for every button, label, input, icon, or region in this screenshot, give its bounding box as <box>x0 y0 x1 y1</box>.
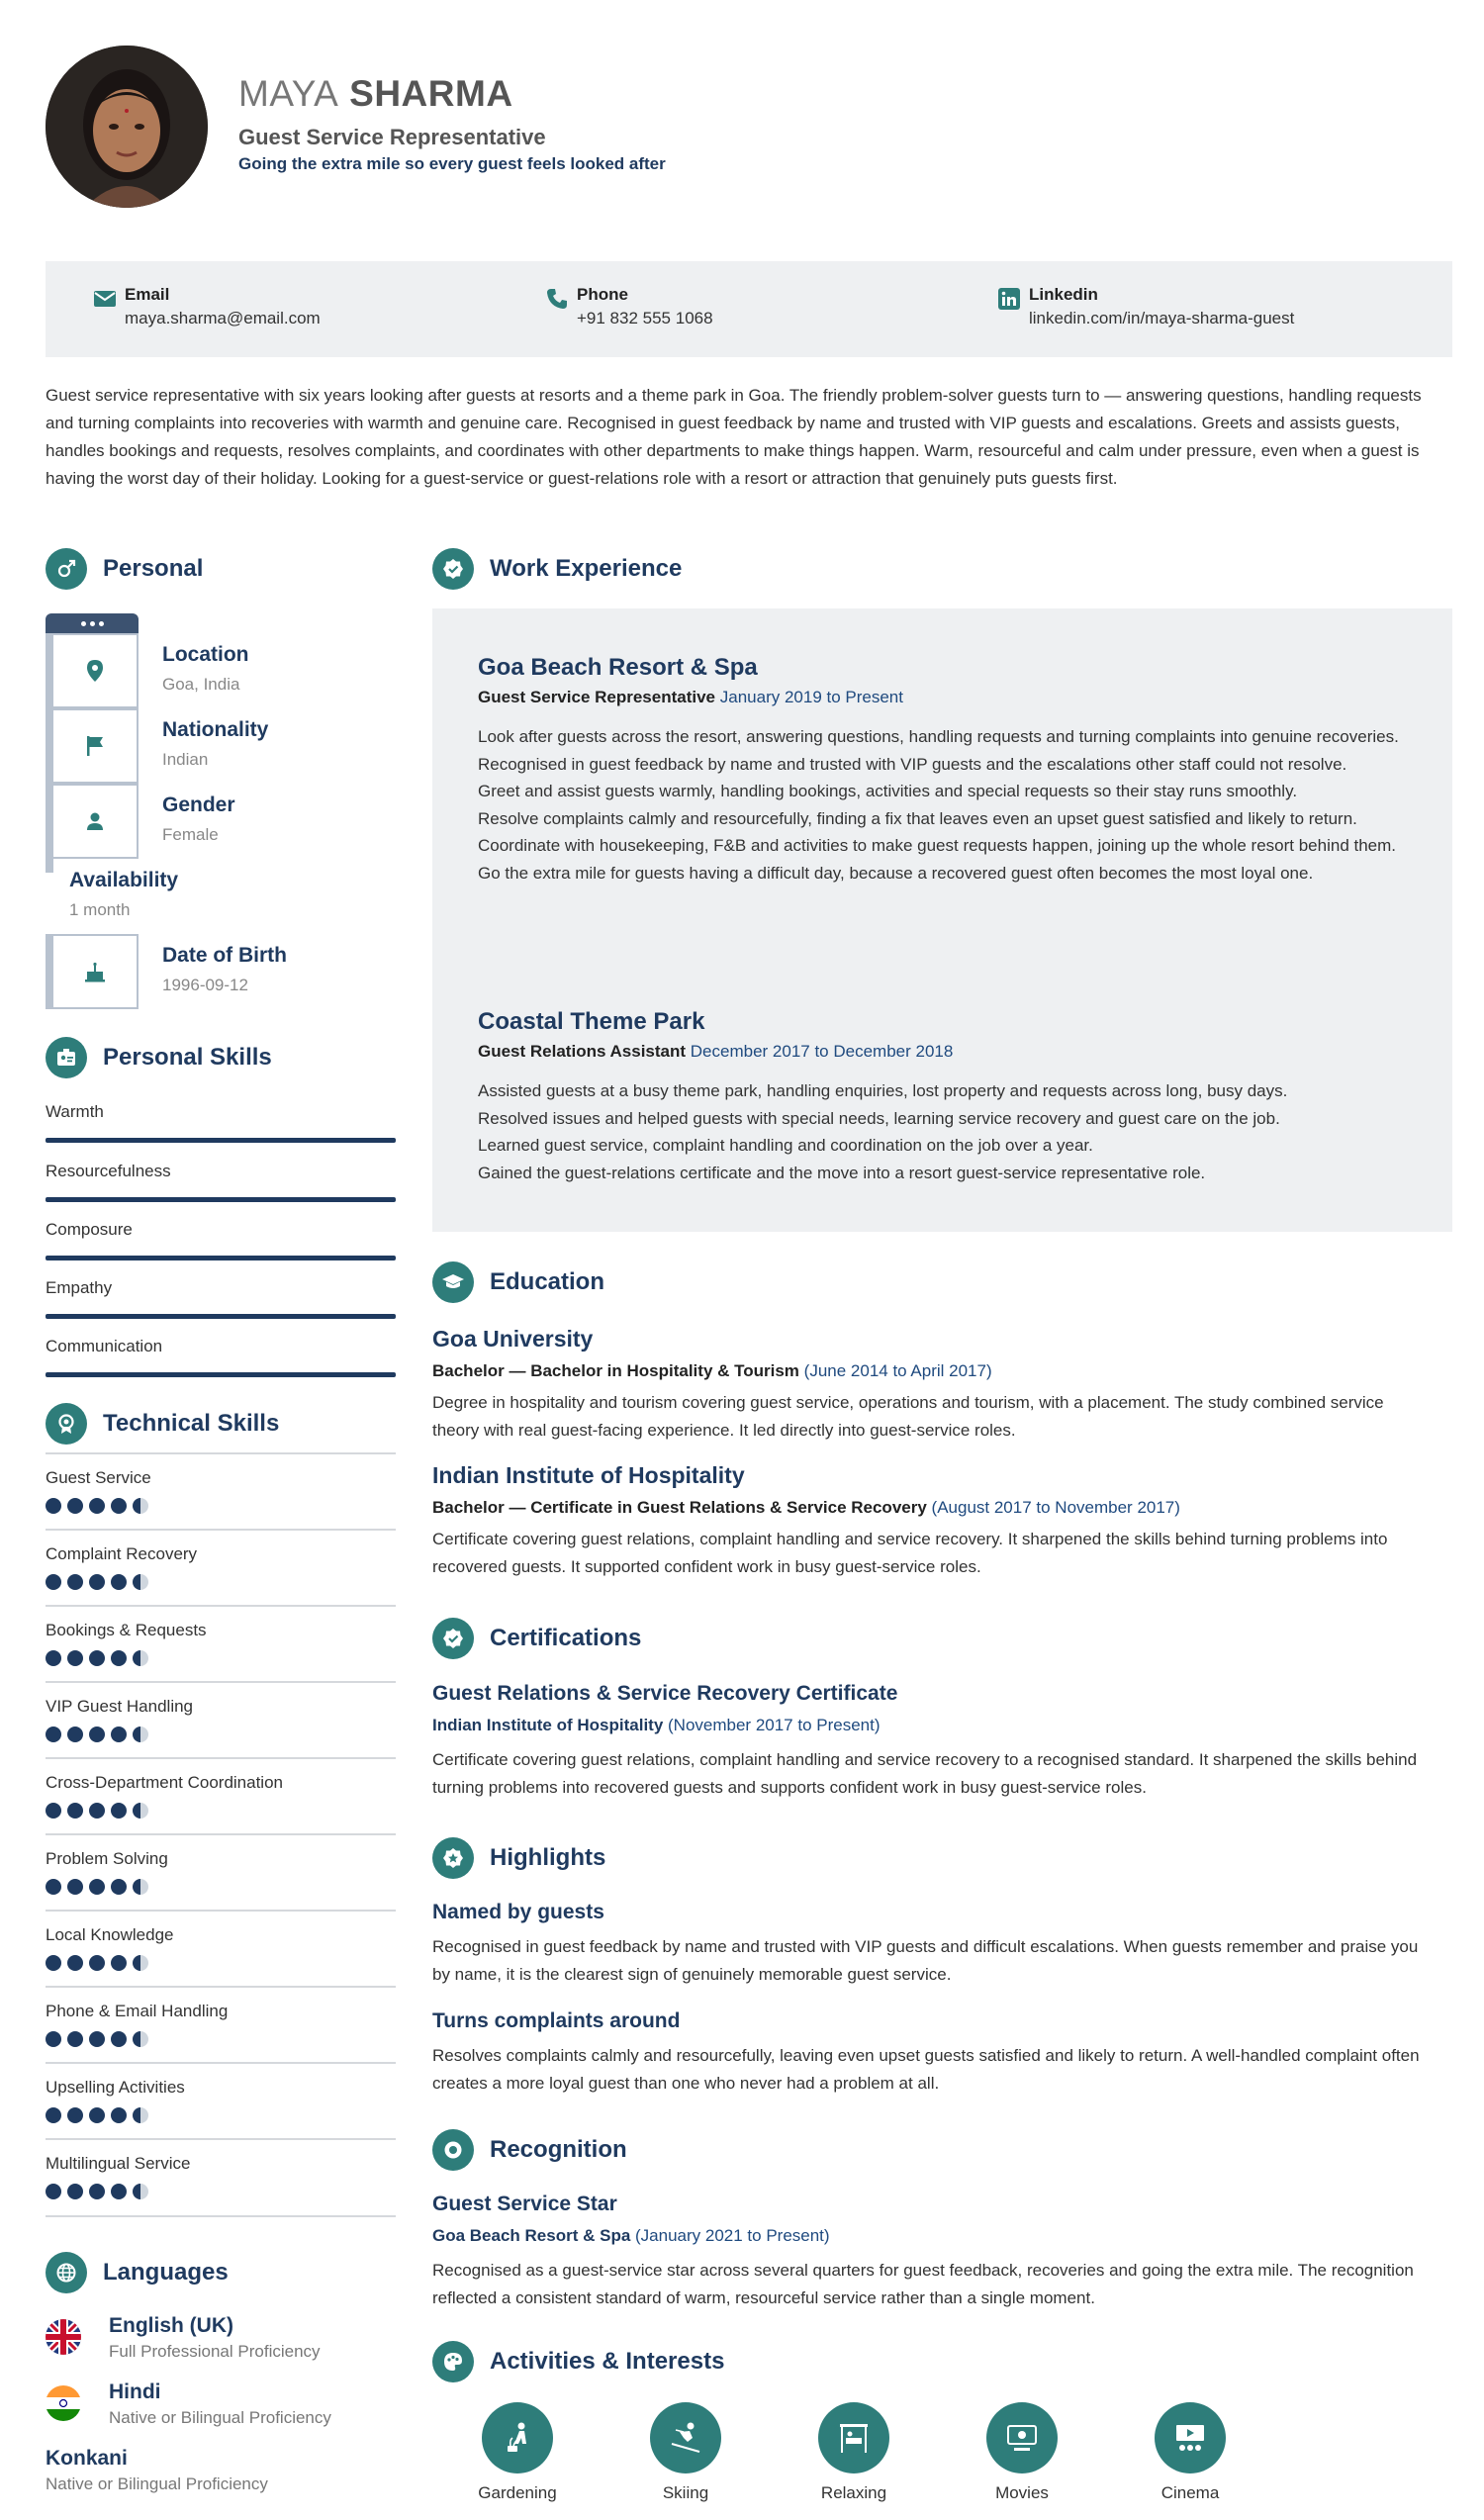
personal-skill <box>46 1162 396 1181</box>
rating-dot <box>67 1803 83 1819</box>
rating-dot <box>67 1574 83 1590</box>
recognition-description: Recognised as a guest-service star across several quarters for guest feedback, recoveries and going the extra mile. The recognition reflected a consistent standard of warm, resourceful service rather than a single moment. <box>432 2261 1414 2307</box>
technical-skill-row <box>46 2062 396 2097</box>
rating-dot <box>111 2031 127 2047</box>
rating-dot <box>67 1727 83 1742</box>
technical-skill-label: Phone & Email Handling <box>46 2002 229 2020</box>
interest-cinema <box>1121 2402 1259 2503</box>
gender-label: Gender <box>162 793 235 816</box>
highlight-title: Turns complaints around <box>432 2009 681 2032</box>
skill-rating <box>46 1650 154 1666</box>
rating-dot <box>67 2184 83 2199</box>
certification-issuer-line <box>432 1716 881 1735</box>
technical-skill-label: Guest Service <box>46 1468 151 1487</box>
availability-label: Availability <box>69 869 179 891</box>
skill-rating <box>46 1574 154 1590</box>
personal-skill-label: Empathy <box>46 1278 113 1297</box>
technical-skill-row <box>46 1757 396 1792</box>
verified-badge-icon <box>432 548 474 590</box>
rating-dot <box>111 1803 127 1819</box>
availability-value: 1 month <box>69 900 131 919</box>
technical-skill-row <box>46 1986 396 2020</box>
degree-description: Certificate covering guest relations, complaint handling and service recovery. It sharpened the skills behind turning problems into recovered guests. It supported confident work in busy guest-service roles. <box>432 1530 1388 1576</box>
skill-rating <box>46 1879 154 1895</box>
degree-description: Degree in hospitality and tourism covering guest service, operations and tourism, with a placement. The study combined service theory with real guest-facing experience. It led directly into guest-service roles. <box>432 1393 1384 1440</box>
technical-skills-title: Technical Skills <box>103 1410 280 1437</box>
nationality-label: Nationality <box>162 718 269 741</box>
certification-dates: (November 2017 to Present) <box>668 1716 881 1734</box>
work-experience-heading <box>432 548 682 590</box>
certifications-title: Certifications <box>490 1625 642 1651</box>
personal-nationality <box>46 708 402 784</box>
dob-box <box>46 934 139 1009</box>
linkedin-label: Linkedin <box>1029 285 1098 304</box>
rating-dot <box>67 2107 83 2123</box>
technical-skill-label: Complaint Recovery <box>46 1544 198 1563</box>
interest-skiing <box>616 2402 755 2503</box>
degree: Bachelor — Bachelor in Hospitality & Tourism <box>432 1361 799 1380</box>
gender-icon <box>46 548 87 590</box>
personal-skill <box>46 1102 396 1122</box>
employer-name: Coastal Theme Park <box>478 1008 705 1035</box>
cinema-icon <box>1155 2402 1226 2473</box>
dob-value: 1996-09-12 <box>162 976 248 994</box>
rating-dot <box>46 2107 61 2123</box>
interest-label: Skiing <box>662 2483 709 2502</box>
personal-section-heading <box>46 548 203 590</box>
job-duty: Assisted guests at a busy theme park, handling enquiries, lost property and requests across long, busy days. <box>478 1081 1288 1100</box>
technical-skill-label: VIP Guest Handling <box>46 1697 193 1716</box>
technical-skill-row <box>46 1529 396 1563</box>
recognition-org-line <box>432 2226 830 2246</box>
candidate-name <box>238 73 513 115</box>
language-name: Konkani <box>46 2447 128 2470</box>
rating-dot <box>133 2184 148 2199</box>
resume-header <box>46 46 1450 208</box>
technical-skill-label: Multilingual Service <box>46 2154 191 2173</box>
job-duty: Learned guest service, complaint handling and coordination on the job over a year. <box>478 1136 1093 1155</box>
interests-title: Activities & Interests <box>490 2348 725 2375</box>
contact-bar <box>46 261 1452 357</box>
rating-dot <box>89 1879 105 1895</box>
education-heading <box>432 1261 604 1303</box>
rating-dot <box>133 1803 148 1819</box>
highlight-description: Resolves complaints calmly and resourcefully, leaving even upset guests satisfied and likely to return. A well-handled complaint often creates a more loyal guest than one who never had a problem at all. <box>432 2046 1420 2093</box>
rating-dot <box>46 1955 61 1971</box>
rating-dot <box>111 1498 127 1514</box>
skiing-icon <box>650 2402 721 2473</box>
language-english <box>109 2314 321 2362</box>
personal-skills-title: Personal Skills <box>103 1044 272 1071</box>
tech-skills-bottom-rule <box>46 2215 396 2217</box>
rating-dot <box>133 1955 148 1971</box>
location-value: Goa, India <box>162 675 240 694</box>
gender-value: Female <box>162 825 219 844</box>
job-duty: Greet and assist guests warmly, handling bookings, activities and special requests so their stay runs smoothly. <box>478 782 1298 800</box>
school-name: Goa University <box>432 1326 594 1352</box>
skill-bar <box>46 1314 396 1319</box>
recognition-org: Goa Beach Resort & Spa <box>432 2226 631 2245</box>
certification-name: Guest Relations & Service Recovery Certificate <box>432 1682 898 1705</box>
job-role-line <box>478 1042 953 1062</box>
degree-dates: (August 2017 to November 2017) <box>931 1498 1180 1517</box>
rating-dot <box>111 1650 127 1666</box>
job-duty: Resolve complaints calmly and resourcefully, finding a fix that leaves even an upset guest satisfied and likely to return. <box>478 808 1357 828</box>
rating-dot <box>89 2107 105 2123</box>
skill-rating <box>46 2184 154 2199</box>
skill-bar <box>46 1256 396 1260</box>
movies-icon <box>986 2402 1058 2473</box>
technical-skills-heading <box>46 1403 279 1445</box>
highlights-title: Highlights <box>490 1844 606 1871</box>
globe-icon <box>46 2252 87 2293</box>
star-badge-icon <box>432 1837 474 1879</box>
rating-dot <box>111 1955 127 1971</box>
interests-heading <box>432 2341 724 2382</box>
phone-value[interactable]: +91 832 555 1068 <box>577 309 713 327</box>
personal-skill-label: Composure <box>46 1220 133 1239</box>
rating-dot <box>46 2184 61 2199</box>
rating-dot <box>89 1574 105 1590</box>
location-box <box>46 633 139 708</box>
technical-skill-row <box>46 1833 396 1868</box>
recognition-title: Recognition <box>490 2136 627 2163</box>
interest-relaxing <box>785 2402 923 2503</box>
nationality-value: Indian <box>162 750 209 769</box>
technical-skill-row <box>46 2138 396 2173</box>
recognition-dates: (January 2021 to Present) <box>635 2226 830 2245</box>
job-role: Guest Service Representative <box>478 688 716 706</box>
id-badge-icon <box>46 1037 87 1078</box>
languages-heading <box>46 2252 229 2293</box>
technical-skill-label: Cross-Department Coordination <box>46 1773 283 1792</box>
rating-dot <box>46 1498 61 1514</box>
linkedin-icon <box>997 287 1021 311</box>
technical-skill-row <box>46 1452 396 1487</box>
skill-bar <box>46 1138 396 1143</box>
language-level: Native or Bilingual Proficiency <box>46 2474 268 2493</box>
rating-dot <box>67 1879 83 1895</box>
degree: Bachelor — Certificate in Guest Relations & Service Recovery <box>432 1498 927 1517</box>
job-duty: Resolved issues and helped guests with special needs, learning service recovery and guest care on the job. <box>478 1108 1280 1128</box>
rating-dot <box>46 1650 61 1666</box>
rating-dot <box>89 1955 105 1971</box>
education-title: Education <box>490 1268 605 1295</box>
interest-label: Movies <box>995 2483 1049 2502</box>
personal-skills-heading <box>46 1037 272 1078</box>
profile-photo <box>46 46 208 208</box>
personal-gender <box>46 784 402 859</box>
language-konkani <box>46 2447 268 2494</box>
technical-skill-label: Local Knowledge <box>46 1925 174 1944</box>
skill-rating <box>46 1955 154 1971</box>
graduation-cap-icon <box>432 1261 474 1303</box>
technical-skill-row <box>46 1910 396 1944</box>
dob-label: Date of Birth <box>162 944 287 967</box>
technical-skill-row <box>46 1681 396 1716</box>
first-name: MAYA <box>238 73 339 114</box>
rating-dot <box>89 2184 105 2199</box>
language-name: Hindi <box>109 2380 161 2403</box>
interest-label: Relaxing <box>820 2483 887 2502</box>
personal-skill <box>46 1220 396 1240</box>
personal-skill <box>46 1337 396 1356</box>
rating-dot <box>111 2184 127 2199</box>
rating-dot <box>133 2107 148 2123</box>
rating-dot <box>89 2031 105 2047</box>
profile-summary: Guest service representative with six years looking after guests at resorts and a theme park in Goa. The friendly problem-solver guests turn to — answering questions, handling requests and turning complaints into recoveries with warmth and genuine care. Recognised in guest feedback by name and trusted with VIP guests and escalations. Greets and assists guests, handles bookings and requests, resolves complaints, and coordinates with other departments to make things happen. Warm, resourceful and calm under pressure, even when a guest is having the worst day of their holiday. Looking for a guest-service or guest-relations role with a resort or attraction that genuinely puts guests first. <box>46 386 1422 488</box>
personal-location <box>46 633 402 708</box>
skill-bar <box>46 1372 396 1377</box>
personal-skill-label: Communication <box>46 1337 163 1355</box>
degree-line <box>432 1361 992 1381</box>
skill-rating <box>46 1727 154 1742</box>
person-icon <box>85 811 105 831</box>
language-name: English (UK) <box>109 2314 233 2337</box>
rating-dot <box>133 1574 148 1590</box>
job-dates: January 2019 to Present <box>719 688 903 706</box>
skill-rating <box>46 2031 154 2047</box>
work-experience-title: Work Experience <box>490 555 683 582</box>
job-duties <box>478 723 1418 887</box>
certification-description: Certificate covering guest relations, complaint handling and service recovery to a recognised standard. It sharpened the skills behind turning problems into recovered guests and supports confident work in busy guest-service roles. <box>432 1750 1418 1797</box>
email-label: Email <box>125 285 170 304</box>
linkedin-value[interactable]: linkedin.com/in/maya-sharma-guest <box>1029 309 1295 327</box>
availability-connector <box>46 859 53 873</box>
phone-icon <box>545 287 569 311</box>
skill-rating <box>46 2107 154 2123</box>
certifications-heading <box>432 1618 641 1659</box>
flag-icon <box>85 735 105 757</box>
technical-skill-label: Bookings & Requests <box>46 1621 207 1639</box>
technical-skill-row <box>46 1605 396 1639</box>
award-icon <box>46 1403 87 1445</box>
last-name: SHARMA <box>349 73 513 114</box>
job-title: Guest Service Representative <box>238 125 546 149</box>
rating-dot <box>46 1727 61 1742</box>
uk-flag-icon <box>46 2319 81 2355</box>
rating-dot <box>111 1879 127 1895</box>
rating-dot <box>89 1803 105 1819</box>
palette-icon <box>432 2341 474 2382</box>
employer-name: Goa Beach Resort & Spa <box>478 654 758 681</box>
job-duties <box>478 1077 1418 1186</box>
gardening-icon <box>482 2402 553 2473</box>
tagline: Going the extra mile so every guest feels looked after <box>238 154 666 173</box>
language-hindi <box>109 2380 331 2428</box>
relaxing-icon <box>818 2402 889 2473</box>
email-icon <box>93 287 117 311</box>
email-value[interactable]: maya.sharma@email.com <box>125 309 321 327</box>
skill-rating <box>46 1498 154 1514</box>
rating-dot <box>89 1727 105 1742</box>
rating-dot <box>111 1574 127 1590</box>
rating-dot <box>89 1498 105 1514</box>
medal-icon <box>432 2129 474 2171</box>
job-role: Guest Relations Assistant <box>478 1042 687 1061</box>
school-name: Indian Institute of Hospitality <box>432 1462 745 1488</box>
highlight-title: Named by guests <box>432 1901 604 1923</box>
certification-issuer: Indian Institute of Hospitality <box>432 1716 664 1734</box>
interest-movies <box>953 2402 1091 2503</box>
certificate-badge-icon <box>432 1618 474 1659</box>
rating-dot <box>133 1879 148 1895</box>
rating-dot <box>46 1879 61 1895</box>
location-pin-icon <box>85 659 105 683</box>
rating-dot <box>111 1727 127 1742</box>
languages-title: Languages <box>103 2259 229 2286</box>
job-duty: Look after guests across the resort, answering questions, handling requests and turning complaints into genuine recoveries. <box>478 727 1399 746</box>
skill-rating <box>46 1803 154 1819</box>
india-flag-icon <box>46 2385 81 2421</box>
job-duty: Coordinate with housekeeping, F&B and activities to make guest requests happen, joining up the whole resort behind them. <box>478 836 1397 855</box>
interest-label: Gardening <box>478 2483 557 2502</box>
job-duty: Gained the guest-relations certificate and the move into a resort guest-service representative role. <box>478 1163 1206 1182</box>
job-dates: December 2017 to December 2018 <box>690 1042 954 1061</box>
rating-dot <box>67 1955 83 1971</box>
highlight-description: Recognised in guest feedback by name and trusted with VIP guests and difficult escalations. When guests remember and praise you by name, it is the clearest sign of genuinely memorable guest service. <box>432 1937 1419 1984</box>
rating-dot <box>46 1803 61 1819</box>
personal-dob <box>46 934 402 1009</box>
personal-title: Personal <box>103 555 204 582</box>
skill-bar <box>46 1197 396 1202</box>
personal-top-tab <box>46 613 139 633</box>
job-role-line <box>478 688 903 707</box>
interest-gardening <box>448 2402 587 2503</box>
rating-dot <box>133 1498 148 1514</box>
highlights-heading <box>432 1837 605 1879</box>
phone-label: Phone <box>577 285 628 304</box>
recognition-name: Guest Service Star <box>432 2193 617 2215</box>
language-level: Full Professional Proficiency <box>109 2342 321 2361</box>
personal-skill-label: Warmth <box>46 1102 104 1121</box>
interest-label: Cinema <box>1160 2483 1220 2502</box>
job-duty: Recognised in guest feedback by name and trusted with VIP guests and the escalations other staff could not resolve. <box>478 754 1347 774</box>
recognition-heading <box>432 2129 627 2171</box>
degree-line <box>432 1498 1180 1518</box>
rating-dot <box>133 1727 148 1742</box>
rating-dot <box>89 1650 105 1666</box>
nationality-box <box>46 708 139 784</box>
language-level: Native or Bilingual Proficiency <box>109 2408 331 2427</box>
technical-skill-label: Upselling Activities <box>46 2078 185 2097</box>
job-duty: Go the extra mile for guests having a difficult day, because a recovered guest often becomes the most loyal one. <box>478 863 1314 883</box>
personal-skill-label: Resourcefulness <box>46 1162 171 1180</box>
rating-dot <box>67 1498 83 1514</box>
rating-dot <box>67 1650 83 1666</box>
personal-availability <box>46 859 402 934</box>
cake-icon <box>84 961 106 982</box>
rating-dot <box>67 2031 83 2047</box>
gender-box <box>46 784 139 859</box>
location-label: Location <box>162 643 249 666</box>
rating-dot <box>133 1650 148 1666</box>
technical-skill-label: Problem Solving <box>46 1849 168 1868</box>
personal-skill <box>46 1278 396 1298</box>
rating-dot <box>46 1574 61 1590</box>
degree-dates: (June 2014 to April 2017) <box>803 1361 992 1380</box>
rating-dot <box>133 2031 148 2047</box>
rating-dot <box>111 2107 127 2123</box>
rating-dot <box>46 2031 61 2047</box>
